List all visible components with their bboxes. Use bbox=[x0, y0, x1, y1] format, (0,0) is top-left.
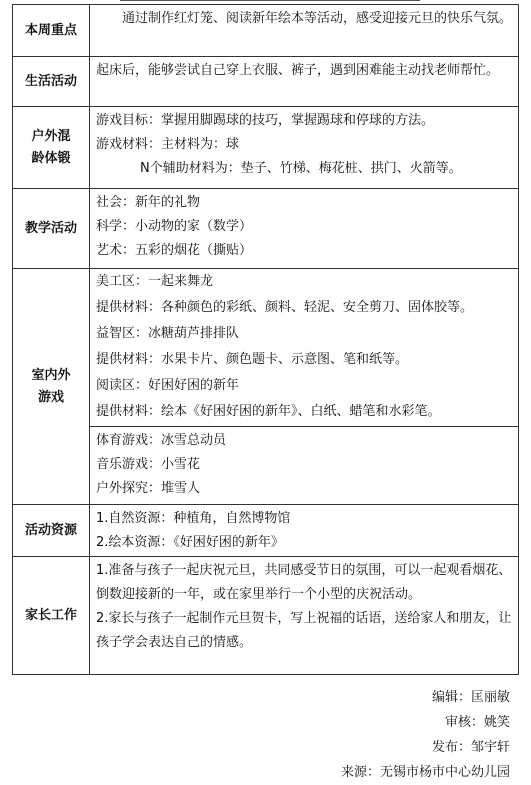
outdoor-goal: 游戏目标：掌握用脚踢球的技巧，掌握踢球和停球的方法。 bbox=[96, 113, 435, 128]
row-focus bbox=[13, 5, 519, 57]
row-teaching bbox=[13, 189, 519, 269]
indoor-area-line: 益智区：冰糖葫芦排排队 bbox=[96, 326, 240, 341]
indoor-area-line: 提供材料：绘本《好困好困的新年》、白纸、蜡笔和水彩笔。 bbox=[96, 404, 441, 419]
label-indoor-line2: 游戏 bbox=[37, 389, 64, 405]
indoor-area-line: 阅读区：好困好困的新年 bbox=[96, 378, 240, 393]
label-outdoor-line1: 户外混 bbox=[31, 128, 71, 144]
label-focus: 本周重点 bbox=[13, 5, 90, 57]
outdoor-material: 游戏材料：主材料为：球 bbox=[96, 137, 240, 152]
label-teaching: 教学活动 bbox=[13, 189, 90, 269]
label-indoor-line1: 室内外 bbox=[31, 367, 71, 383]
row-outdoor bbox=[13, 107, 519, 189]
parents-item-2: 2.家长与孩子一起制作元旦贺卡，写上祝福的话语，送给家人和朋友，让孩子学会表达自己的情感。 bbox=[96, 611, 512, 650]
label-parents: 家长工作 bbox=[13, 557, 90, 675]
indoor-game-line: 体育游戏：冰雪总动员 bbox=[96, 433, 227, 448]
teaching-item: 艺术：五彩的烟花（撕贴） bbox=[96, 243, 253, 258]
footer-reviewer: 审核：姚笑 bbox=[444, 715, 510, 730]
label-outdoor bbox=[13, 107, 90, 189]
outdoor-aux-material: N个辅助材料为：垫子、竹梯、梅花桩、拱门、火箭等。 bbox=[140, 161, 462, 176]
label-indoor bbox=[13, 269, 90, 505]
footer-editor: 编辑：匡丽敏 bbox=[431, 690, 510, 705]
footer-source: 来源：无锡市杨市中心幼儿园 bbox=[340, 765, 510, 780]
label-outdoor-line2: 龄体锻 bbox=[31, 150, 71, 166]
indoor-area-line: 提供材料：各种颜色的彩纸、颜料、轻泥、安全剪刀、固体胶等。 bbox=[96, 300, 474, 315]
footer-publisher: 发布：邹宇轩 bbox=[431, 740, 510, 755]
row-life bbox=[13, 57, 519, 107]
row-resources bbox=[13, 505, 519, 557]
label-resources: 活动资源 bbox=[13, 505, 90, 557]
indoor-games-section bbox=[90, 426, 518, 501]
teaching-item: 科学：小动物的家（数学） bbox=[96, 219, 253, 234]
parents-item-1: 1.准备与孩子一起庆祝元旦，共同感受节日的氛围，可以一起观看烟花、倒数迎接新的一年，或在家里举行一个小型的庆祝活动。 bbox=[96, 563, 512, 602]
label-life: 生活活动 bbox=[13, 57, 90, 107]
indoor-area-line: 提供材料：水果卡片、颜色题卡、示意图、笔和纸等。 bbox=[96, 352, 409, 367]
indoor-game-line: 户外探究：堆雪人 bbox=[96, 481, 201, 496]
indoor-game-line: 音乐游戏：小雪花 bbox=[96, 457, 201, 472]
resource-item: 2.绘本资源：《好困好困的新年》 bbox=[96, 535, 284, 550]
resource-item: 1.自然资源：种植角，自然博物馆 bbox=[96, 511, 291, 526]
row-indoor bbox=[13, 269, 519, 505]
row-parents bbox=[13, 557, 519, 675]
teaching-item: 社会：新年的礼物 bbox=[96, 195, 201, 210]
weekly-plan-table bbox=[12, 4, 519, 675]
indoor-area-line: 美工区：一起来舞龙 bbox=[96, 274, 214, 289]
focus-text: 通过制作红灯笼、阅读新年绘本等活动，感受迎接元旦的快乐气氛。 bbox=[122, 11, 513, 26]
life-text: 起床后，能够尝试自己穿上衣服、裤子，遇到困难能主动找老师帮忙。 bbox=[96, 63, 500, 78]
